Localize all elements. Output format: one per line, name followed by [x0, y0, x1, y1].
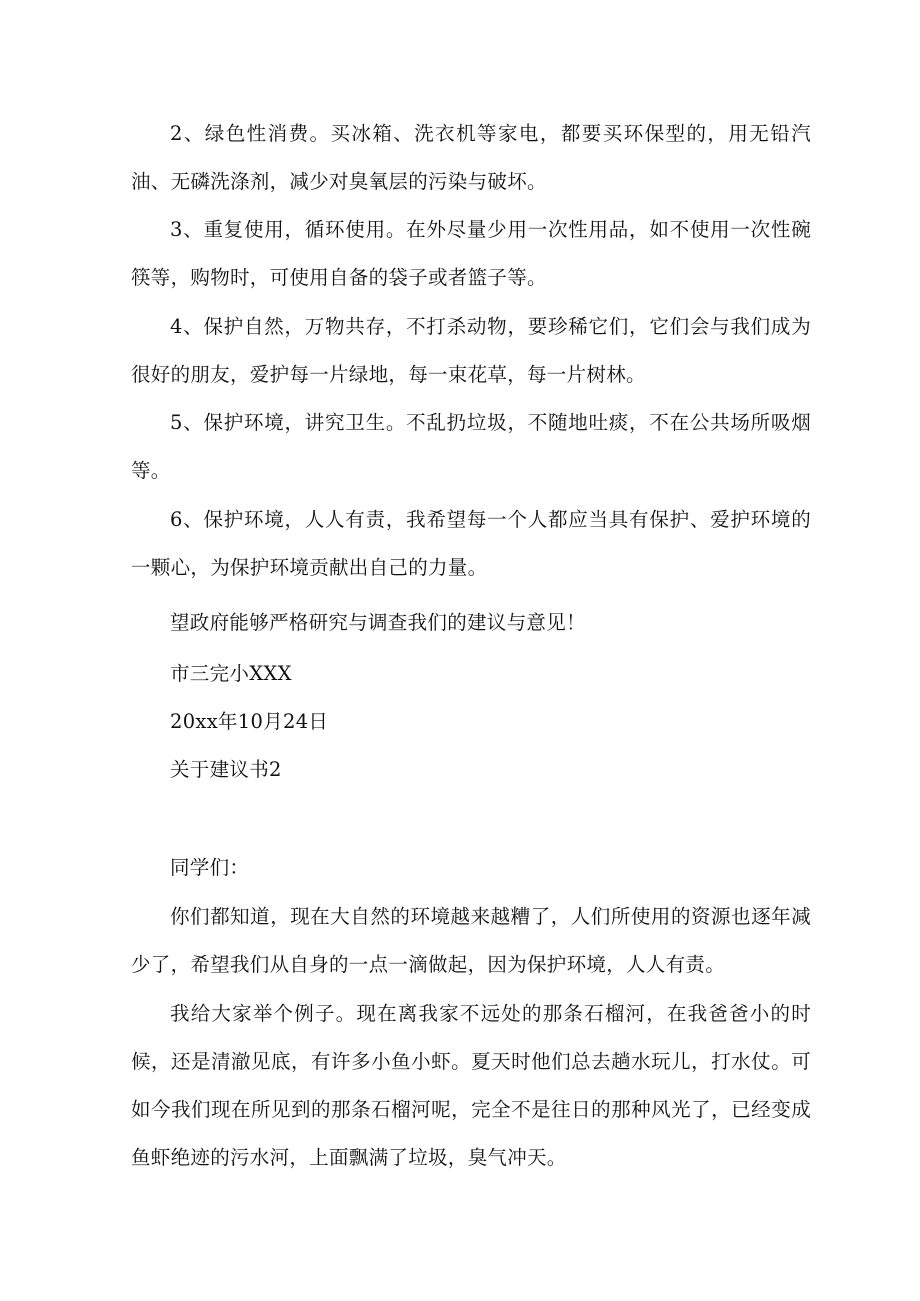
section-title: 关于建议书2	[170, 758, 282, 781]
paragraph-appeal: 望政府能够严格研究与调查我们的建议与意见！	[170, 611, 586, 634]
paragraph-green-consumption: 2、绿色性消费。买冰箱、洗衣机等家电，都要买环保型的，用无铅汽油、无磷洗涤剂，减少对臭氧层的污染与破坏。	[131, 122, 811, 193]
paragraph-reuse-recycle: 3、重复使用，循环使用。在外尽量少用一次性用品，如不使用一次性碗筷等，购物时，可使用自备的袋子或者篮子等。	[131, 218, 811, 289]
paragraph-intro: 你们都知道，现在大自然的环境越来越糟了，人们所使用的资源也逐年减少了，希望我们从自身的一点一滴做起，因为保护环境，人人有责。	[131, 905, 811, 976]
salutation: 同学们：	[170, 856, 250, 879]
paragraph-responsibility: 6、保护环境，人人有责，我希望每一个人都应当具有保护、爱护环境的一颗心，为保护环境贡献出自己的力量。	[131, 508, 811, 579]
signature-date: 20xx年10月24日	[170, 710, 329, 733]
signature-school: 市三完小XXX	[170, 662, 292, 685]
paragraph-hygiene: 5、保护环境，讲究卫生。不乱扔垃圾，不随地吐痰，不在公共场所吸烟等。	[131, 411, 811, 482]
paragraph-example: 我给大家举个例子。现在离我家不远处的那条石榴河，在我爸爸小的时候，还是清澈见底，有许多小鱼小虾。夏天时他们总去趟水玩儿，打水仗。可如今我们现在所见到的那条石榴河呢，完全不是往日的那种风光了，已经变成鱼虾绝迹的污水河，上面飘满了垃圾，臭气冲天。	[131, 1002, 811, 1169]
paragraph-protect-nature: 4、保护自然，万物共存，不打杀动物，要珍稀它们，它们会与我们成为很好的朋友，爱护每一片绿地，每一束花草，每一片树林。	[131, 315, 811, 386]
